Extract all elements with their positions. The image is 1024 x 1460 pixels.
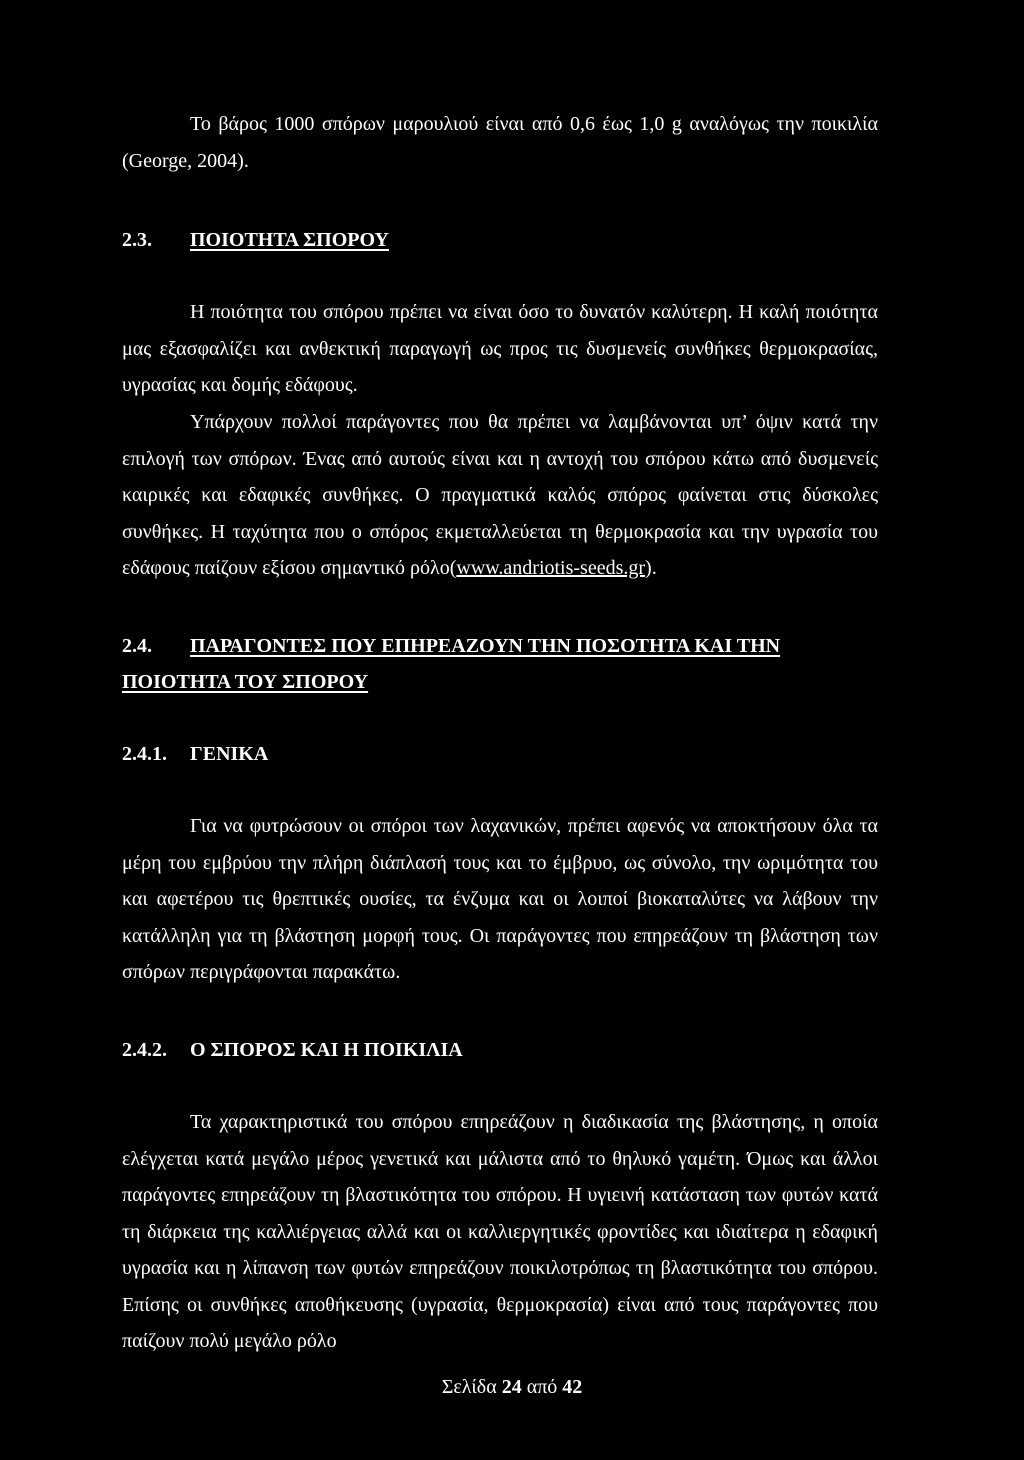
andriotis-seeds-link[interactable]: www.andriotis-seeds.gr (456, 557, 646, 579)
paragraph-text: Τα χαρακτηριστικά του σπόρου επηρεάζουν η διαδικασία της βλάστησης, η οποία ελέγχεται κατά μεγάλο μέρος γενετικά και μάλιστα από το θηλυκό γαμέτη. Όμως και άλλοι παράγοντες επηρεάζουν τη βλαστικότητα του σπόρου. Η υγιεινή κατάσταση των φυτών κατά τη διάρκεια της καλλιέργειας αλλά και οι καλλιεργητικές φροντίδες και ιδιαίτερα η εδαφική υγρασία και η λίπανση των φυτών επηρεάζουν ποικιλοτρόπως τη βλαστικότητα του σπόρου. Επίσης οι συνθήκες αποθήκευσης (υγρασία, θερμοκρασία) είναι από τους παράγοντες που παίζουν πολύ μεγάλο ρόλο (122, 1111, 878, 1352)
section-title: ΠΑΡΑΓΟΝΤΕΣ ΠΟΥ ΕΠΗΡΕΑΖΟΥΝ ΤΗΝ ΠΟΣΟΤΗΤΑ ΚΑΙ ΤΗΝ ΠΟΙΟΤΗΤΑ ΤΟΥ ΣΠΟΡΟΥ (122, 635, 781, 693)
paragraph-intro (122, 106, 878, 179)
section-number: 2.4.1. (122, 743, 167, 765)
section-title: ΠΟΙΟΤΗΤΑ ΣΠΟΡΟΥ (190, 229, 389, 251)
section-number: 2.4. (122, 635, 152, 657)
section-heading-2-3 (122, 222, 878, 258)
paragraph-text: Η ποιότητα του σπόρου πρέπει να είναι όσο το δυνατόν καλύτερη. Η καλή ποιότητα μας εξασφαλίζει και ανθεκτική παραγωγή ως προς τις δυσμενείς συνθήκες θερμοκρασίας, υγρασίας και δομής εδάφους. (122, 301, 878, 396)
section-heading-2-4-1 (122, 736, 878, 772)
section-number: 2.4.2. (122, 1039, 167, 1061)
paragraph-suffix: ). (645, 557, 657, 579)
footer-page-number: 24 (501, 1376, 522, 1398)
section-title: Ο ΣΠΟΡΟΣ ΚΑΙ Η ΠΟΙΚΙΛΙΑ (190, 1039, 463, 1061)
footer-middle: από (521, 1376, 563, 1398)
footer-prefix: Σελίδα (441, 1376, 502, 1398)
paragraph-general (122, 808, 878, 991)
paragraph-text: Υπάρχουν πολλοί παράγοντες που θα πρέπει να λαμβάνονται υπ’ όψιν κατά την επιλογή των σπόρων. Ένας από αυτούς είναι και η αντοχή του σπόρου κάτω από δυσμενείς καιρικές και εδαφικές συνθήκες. Ο πραγματικά καλός σπόρος φαίνεται στις δύσκολες συνθήκες. Η ταχύτητα που ο σπόρος εκμεταλλεύεται τη θερμοκρασία και την υγρασία του εδάφους παίζουν εξίσου σημαντικό ρόλο( (122, 411, 878, 579)
page-footer (0, 1376, 1024, 1399)
paragraph-intro-text: Το βάρος 1000 σπόρων μαρουλιού είναι από 0,6 έως 1,0 g αναλόγως την ποικιλία (George, 2004). (122, 113, 878, 172)
footer-page-total: 42 (562, 1376, 583, 1398)
section-heading-2-4 (122, 628, 878, 700)
section-title: ΓΕΝΙΚΑ (190, 743, 269, 765)
paragraph-seed-variety (122, 1104, 878, 1360)
paragraph-quality-1 (122, 294, 878, 404)
paragraph-text: Για να φυτρώσουν οι σπόροι των λαχανικών, πρέπει αφενός να αποκτήσουν όλα τα μέρη του εμβρύου την πλήρη διάπλασή τους και το έμβρυο, ως σύνολο, την ωριμότητα του και αφετέρου τις θρεπτικές ουσίες, τα ένζυμα και οι λοιποί βιοκαταλύτες να λάβουν την κατάλληλη για τη βλάστηση μορφή τους. Οι παράγοντες που επηρεάζουν τη βλάστηση των σπόρων περιγράφονται παρακάτω. (122, 815, 878, 983)
paragraph-quality-2 (122, 404, 878, 587)
section-number: 2.3. (122, 229, 152, 251)
section-heading-2-4-2 (122, 1032, 878, 1068)
